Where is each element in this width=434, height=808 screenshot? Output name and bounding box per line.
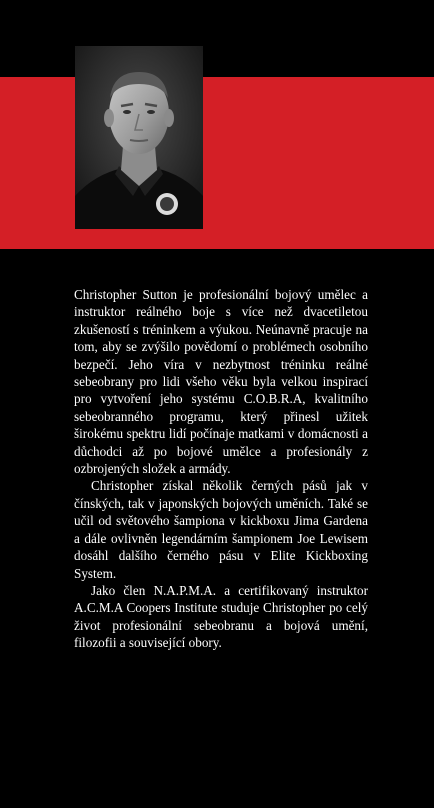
author-photo — [75, 46, 203, 229]
bio-paragraph-3: Jako člen N.A.P.M.A. a certifikovaný instruktor A.C.M.A Coopers Institute studuje Christopher po celý život profesionální sebeobranu a bojová umění, filozofii a související obory. — [74, 582, 368, 651]
author-bio — [74, 286, 368, 652]
portrait-photo-grayscale-icon — [75, 46, 203, 229]
bio-paragraph-2: Christopher získal několik černých pásů jak v čínských, tak v japonských bojových uměních. Také se učil od světového šampiona v kickboxu Jima Gardena a dále ovlivněn legendárním šampionem Joe Lewisem dosáhl dalšího černého pásu v Elite Kickboxing System. — [74, 478, 368, 581]
red-band — [0, 77, 434, 249]
bio-paragraph-1: Christopher Sutton je profesionální bojový umělec a instruktor reálného boje s více než dvacetiletou zkušeností s tréninkem a výukou. Neúnavně pracuje na tom, aby se zvýšilo povědomí o problémech osobního bezpečí. Jeho víra v nezbytnost tréninku reálné sebeobrany pro lidi všeho věku byla velkou inspirací pro vytvoření jeho systému C.O.B.R.A, kvalitního sebeobranného programu, který přinesl užitek širokému spektru lidí počínaje matkami v domácnosti a důchodci až po bojové umělce a profesionály z ozbrojených složek a armády. — [74, 287, 368, 477]
